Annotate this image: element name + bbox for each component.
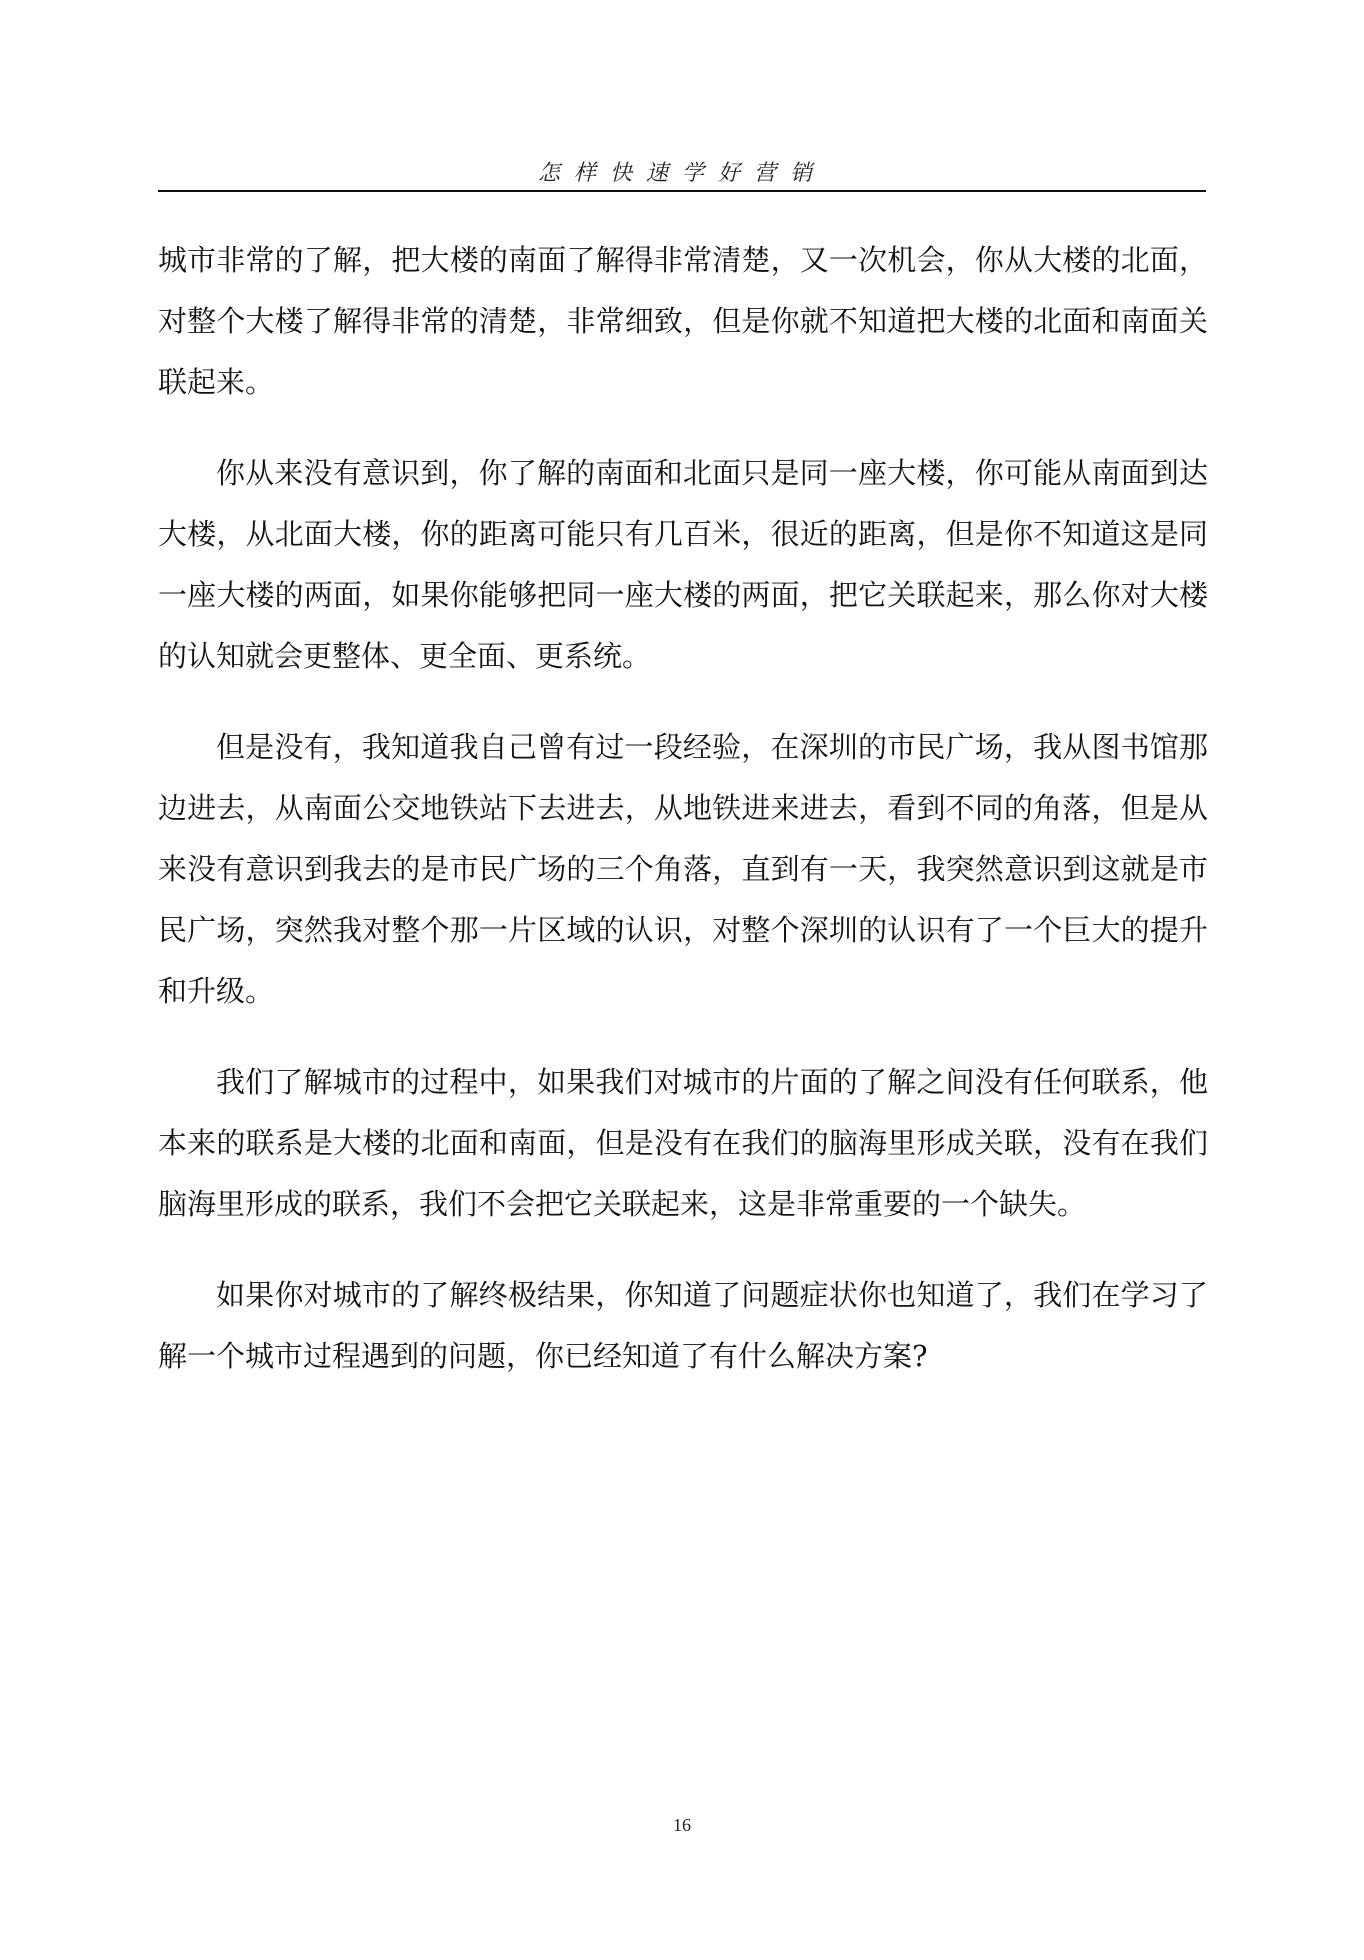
- body-text: [158, 230, 1208, 1417]
- paragraph-3: 但是没有，我知道我自己曾有过一段经验，在深圳的市民广场，我从图书馆那边进去，从南面公交地铁站下去进去，从地铁进来进去，看到不同的角落，但是从来没有意识到我去的是市民广场的三个角落，直到有一天，我突然意识到这就是市民广场，突然我对整个那一片区域的认识，对整个深圳的认识有了一个巨大的提升和升级。: [158, 730, 1208, 1008]
- paragraph-1: 城市非常的了解，把大楼的南面了解得非常清楚，又一次机会，你从大楼的北面，对整个大楼了解得非常的清楚，非常细致，但是你就不知道把大楼的北面和南面关联起来。: [158, 243, 1208, 399]
- paragraph-4: 我们了解城市的过程中，如果我们对城市的片面的了解之间没有任何联系，他本来的联系是大楼的北面和南面，但是没有在我们的脑海里形成关联，没有在我们脑海里形成的联系，我们不会把它关联起来，这是非常重要的一个缺失。: [158, 1065, 1208, 1221]
- running-header-title: 怎样快速学好营销: [537, 161, 826, 186]
- header-divider: [158, 190, 1206, 192]
- paragraph-5: 如果你对城市的了解终极结果，你知道了问题症状你也知道了，我们在学习了解一个城市过程遇到的问题，你已经知道了有什么解决方案?: [158, 1278, 1208, 1373]
- page-number: 16: [673, 1815, 691, 1835]
- paragraph-2: 你从来没有意识到，你了解的南面和北面只是同一座大楼，你可能从南面到达大楼，从北面大楼，你的距离可能只有几百米，很近的距离，但是你不知道这是同一座大楼的两面，如果你能够把同一座大楼的两面，把它关联起来，那么你对大楼的认知就会更整体、更全面、更系统。: [158, 456, 1208, 673]
